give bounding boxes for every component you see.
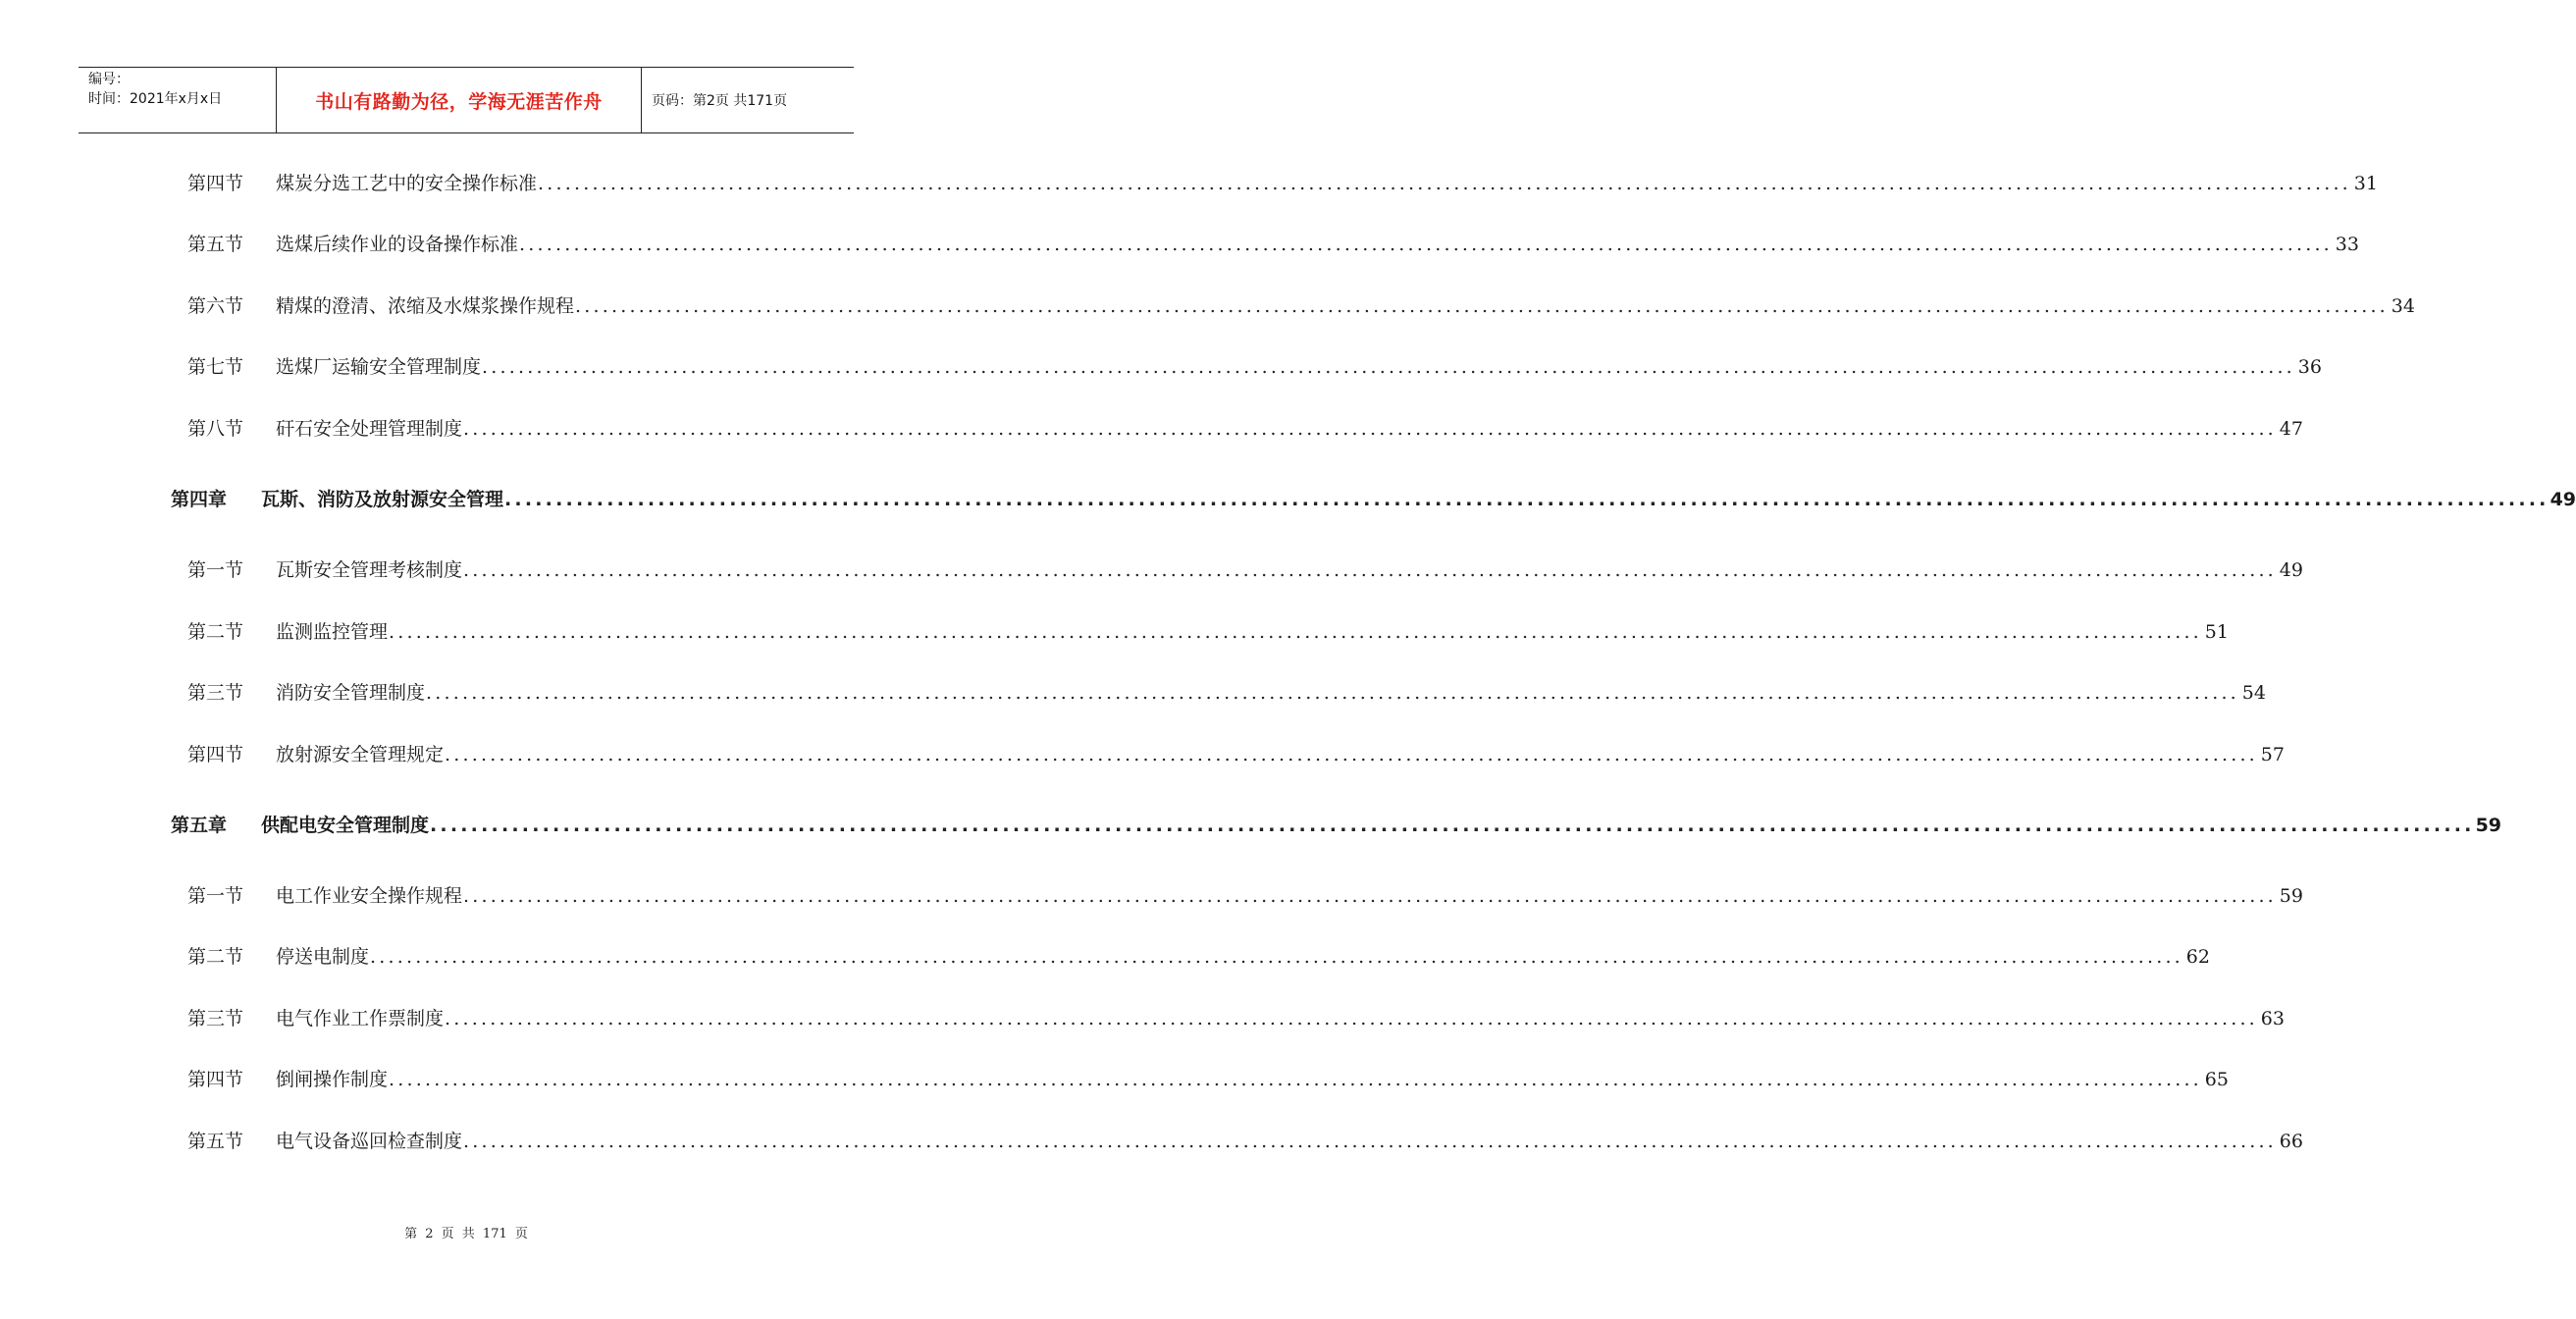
toc-entry-title: 供配电安全管理制度	[261, 815, 430, 836]
toc-entry-title: 瓦斯、消防及放射源安全管理	[261, 489, 504, 510]
toc-entry-page: 36	[2297, 356, 2322, 378]
toc-dot-leader: ........................................................................................................................................................................................................	[575, 295, 2389, 317]
toc-dot-leader: ........................................................................................................................................................................................................	[463, 885, 2277, 907]
toc-entry-number: 第六节	[187, 295, 244, 317]
toc-entry-title: 煤炭分选工艺中的安全操作标准	[276, 173, 538, 194]
toc-dot-leader: ........................................................................................................................................................................................................	[519, 234, 2333, 255]
toc-entry-title: 电工作业安全操作规程	[276, 885, 463, 907]
toc-entry-number: 第四节	[187, 1069, 244, 1090]
toc-entry-page: 59	[2279, 885, 2303, 907]
toc-entry-title: 电气作业工作票制度	[276, 1008, 445, 1029]
toc-entry-page: 49	[2550, 489, 2576, 510]
toc-entry-title: 倒闸操作制度	[276, 1069, 389, 1090]
toc-entry-number: 第一节	[187, 885, 244, 907]
toc-section-row[interactable]	[187, 1065, 2229, 1091]
toc-section-row[interactable]	[187, 617, 2229, 644]
toc-section-row[interactable]	[187, 942, 2210, 969]
toc-entry-page: 31	[2353, 173, 2378, 194]
toc-section-row[interactable]	[187, 1004, 2285, 1030]
toc-dot-leader: ........................................................................................................................................................................................................	[426, 682, 2239, 704]
toc-entry-page: 49	[2279, 559, 2303, 581]
toc-section-row[interactable]	[187, 881, 2303, 908]
toc-section-row[interactable]	[187, 740, 2285, 766]
toc-dot-leader: ........................................................................................................................................................................................................	[445, 744, 2258, 765]
toc-entry-page: 57	[2260, 744, 2285, 765]
toc-entry-page: 63	[2260, 1008, 2285, 1029]
toc-entry-number: 第五章	[171, 815, 228, 836]
toc-entry-title: 停送电制度	[276, 946, 370, 968]
header-motto: 书山有路勤为径，学海无涯苦作舟	[277, 68, 642, 132]
toc-entry-page: 33	[2335, 234, 2359, 255]
toc-entry-title: 电气设备巡回检查制度	[276, 1131, 463, 1152]
toc-section-row[interactable]	[187, 291, 2415, 318]
toc-chapter-row[interactable]	[171, 811, 2502, 837]
page-footer: 第 2 页 共 171 页	[404, 1227, 528, 1241]
toc-entry-number: 第三节	[187, 682, 244, 704]
toc-entry-number: 第五节	[187, 1131, 244, 1152]
toc-section-row[interactable]	[187, 555, 2303, 582]
toc-entry-title: 矸石安全处理管理制度	[276, 418, 463, 440]
header-number-label: 编号：	[88, 72, 130, 87]
toc-chapter-row[interactable]	[171, 485, 2576, 511]
toc-entry-page: 65	[2204, 1069, 2229, 1090]
toc-entry-page: 34	[2391, 295, 2415, 317]
toc-entry-title: 消防安全管理制度	[276, 682, 426, 704]
toc-entry-number: 第五节	[187, 234, 244, 255]
toc-entry-title: 放射源安全管理规定	[276, 744, 445, 765]
toc-entry-number: 第四章	[171, 489, 228, 510]
toc-dot-leader: ........................................................................................................................................................................................................	[463, 559, 2277, 581]
toc-dot-leader: ........................................................................................................................................................................................................	[445, 1008, 2258, 1029]
toc-dot-leader: ........................................................................................................................................................................................................	[463, 1131, 2277, 1152]
toc-entry-number: 第二节	[187, 946, 244, 968]
header-date: 时间：2021年x月x日	[88, 91, 223, 107]
toc-dot-leader: ........................................................................................................................................................................................................	[538, 173, 2351, 194]
toc-entry-number: 第七节	[187, 356, 244, 378]
toc-entry-title: 监测监控管理	[276, 621, 389, 643]
toc-entry-page: 47	[2279, 418, 2303, 440]
toc-section-row[interactable]	[187, 414, 2303, 441]
toc-entry-page: 59	[2475, 815, 2502, 836]
toc-section-row[interactable]	[187, 230, 2359, 256]
toc-entry-page: 62	[2185, 946, 2210, 968]
toc-dot-leader: ........................................................................................................................................................................................................	[482, 356, 2295, 378]
toc-dot-leader: ........................................................................................................................................................................................................	[504, 489, 2550, 510]
page-header	[79, 67, 854, 133]
toc-entry-number: 第八节	[187, 418, 244, 440]
toc-entry-page: 66	[2279, 1131, 2303, 1152]
header-meta	[79, 68, 277, 132]
toc-entry-number: 第二节	[187, 621, 244, 643]
toc-entry-number: 第三节	[187, 1008, 244, 1029]
toc-section-row[interactable]	[187, 169, 2378, 195]
toc-section-row[interactable]	[187, 1127, 2303, 1153]
toc-dot-leader: ........................................................................................................................................................................................................	[430, 815, 2475, 836]
toc-entry-title: 瓦斯安全管理考核制度	[276, 559, 463, 581]
toc-section-row[interactable]	[187, 678, 2266, 705]
header-page-info: 页码：第2页 共171页	[652, 93, 788, 109]
toc-dot-leader: ........................................................................................................................................................................................................	[389, 621, 2202, 643]
toc-section-row[interactable]	[187, 352, 2322, 379]
toc-entry-title: 精煤的澄清、浓缩及水煤浆操作规程	[276, 295, 575, 317]
toc-entry-page: 54	[2241, 682, 2266, 704]
toc-entry-number: 第一节	[187, 559, 244, 581]
toc-entry-page: 51	[2204, 621, 2229, 643]
toc-dot-leader: ........................................................................................................................................................................................................	[370, 946, 2183, 968]
toc-dot-leader: ........................................................................................................................................................................................................	[389, 1069, 2202, 1090]
toc-entry-number: 第四节	[187, 744, 244, 765]
toc-entry-title: 选煤厂运输安全管理制度	[276, 356, 482, 378]
toc-entry-number: 第四节	[187, 173, 244, 194]
toc-entry-title: 选煤后续作业的设备操作标准	[276, 234, 519, 255]
toc-dot-leader: ........................................................................................................................................................................................................	[463, 418, 2277, 440]
